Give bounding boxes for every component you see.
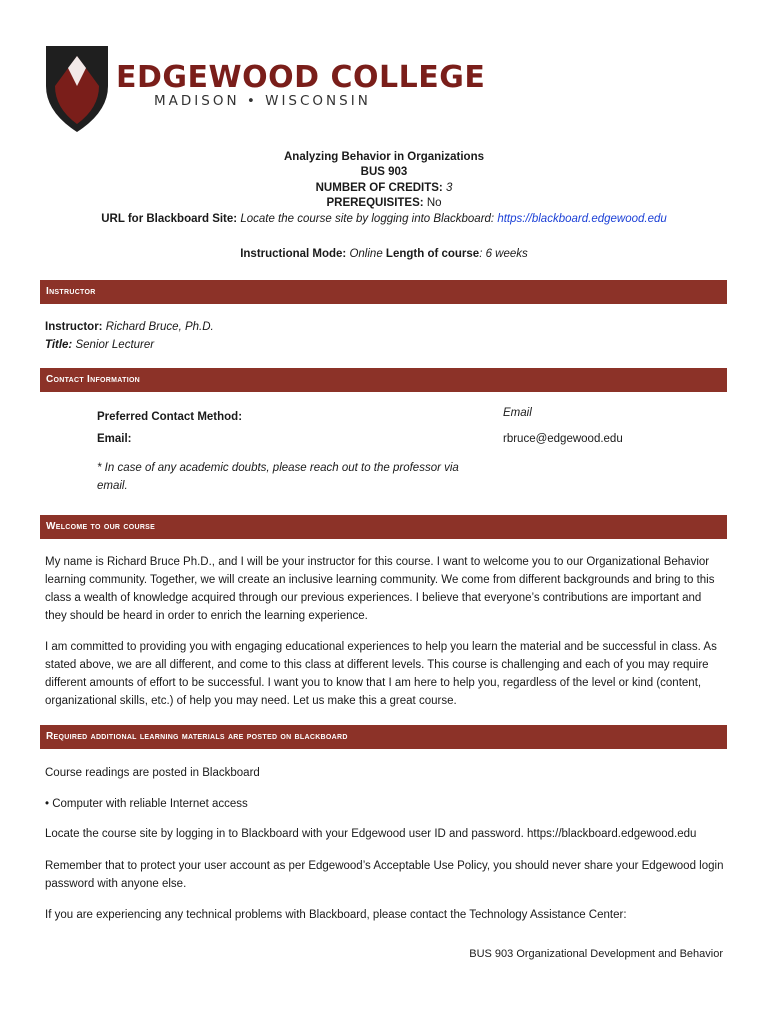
section-contact: Contact Information — [40, 368, 727, 392]
section-materials: Required additional learning materials are posted on blackboard — [40, 725, 727, 749]
materials-line-1: Course readings are posted in Blackboard — [45, 767, 260, 779]
email-label: Email: — [97, 433, 132, 445]
materials-line-4: Remember that to protect your user account as per Edgewood’s Acceptable Use Policy, you should never share your Edgewood login password with anyone else. — [45, 860, 724, 890]
course-title: Analyzing Behavior in Organizations — [283, 151, 484, 163]
section-instructor: Instructor — [40, 280, 727, 304]
contact-method-value: Email — [503, 407, 532, 419]
instructor-title-line: Title: Senior Lecturer — [45, 339, 155, 351]
materials-line-5: If you are experiencing any technical problems with Blackboard, please contact the Technology Assistance Center: — [45, 909, 627, 921]
contact-note: * In case of any academic doubts, please reach out to the professor via email. — [97, 462, 459, 492]
college-name: EDGEWOOD COLLEGE — [116, 60, 486, 95]
course-code: BUS 903 — [360, 166, 408, 178]
credits-line: NUMBER OF CREDITS: 3 — [315, 182, 453, 194]
blackboard-link[interactable]: https://blackboard.edgewood.edu — [497, 213, 667, 225]
welcome-paragraph-2: I am committed to providing you with engaging educational experiences to help you learn the material and be successful in class. As stated above, we are all different, and come to this class at different levels. This course is challenging and each of you may require different amounts of effort to be successful. I want you to know that I am here to help you, regardless of the level or kind (content, organizational skills, etc.) of help you may need. Let us make this a great course. — [45, 641, 717, 707]
college-logo-shield-icon — [46, 46, 108, 132]
contact-method-label: Preferred Contact Method: — [97, 411, 243, 423]
blackboard-url-line: URL for Blackboard Site: Locate the course site by logging into Blackboard: https://blackboard.edgewood.edu — [101, 213, 667, 225]
instructor-name-line: Instructor: Richard Bruce, Ph.D. — [45, 321, 214, 333]
materials-line-2: • Computer with reliable Internet access — [45, 798, 248, 810]
welcome-paragraph-1: My name is Richard Bruce Ph.D., and I will be your instructor for this course. I want to welcome you to our Organizational Behavior learning community. Together, we will create an inclusive learning community. We come from different backgrounds and bring to this class a wealth of knowledge acquired through our previous experiences. I believe that everyone’s contributions are important and they should be heard in order to enrich the learning experience. — [45, 556, 715, 622]
email-value[interactable]: rbruce@edgewood.edu — [503, 433, 623, 445]
materials-line-3: Locate the course site by logging in to Blackboard with your Edgewood user ID and password. https://blackboard.edgewood.edu — [45, 828, 697, 840]
college-location: MADISON • WISCONSIN — [154, 93, 371, 109]
section-welcome: Welcome to our course — [40, 515, 727, 539]
prereq-line: PREREQUISITES: No — [326, 197, 442, 209]
page-footer: BUS 903 Organizational Development and Behavior — [469, 948, 723, 960]
mode-line: Instructional Mode: Online Length of course: 6 weeks — [240, 248, 528, 260]
